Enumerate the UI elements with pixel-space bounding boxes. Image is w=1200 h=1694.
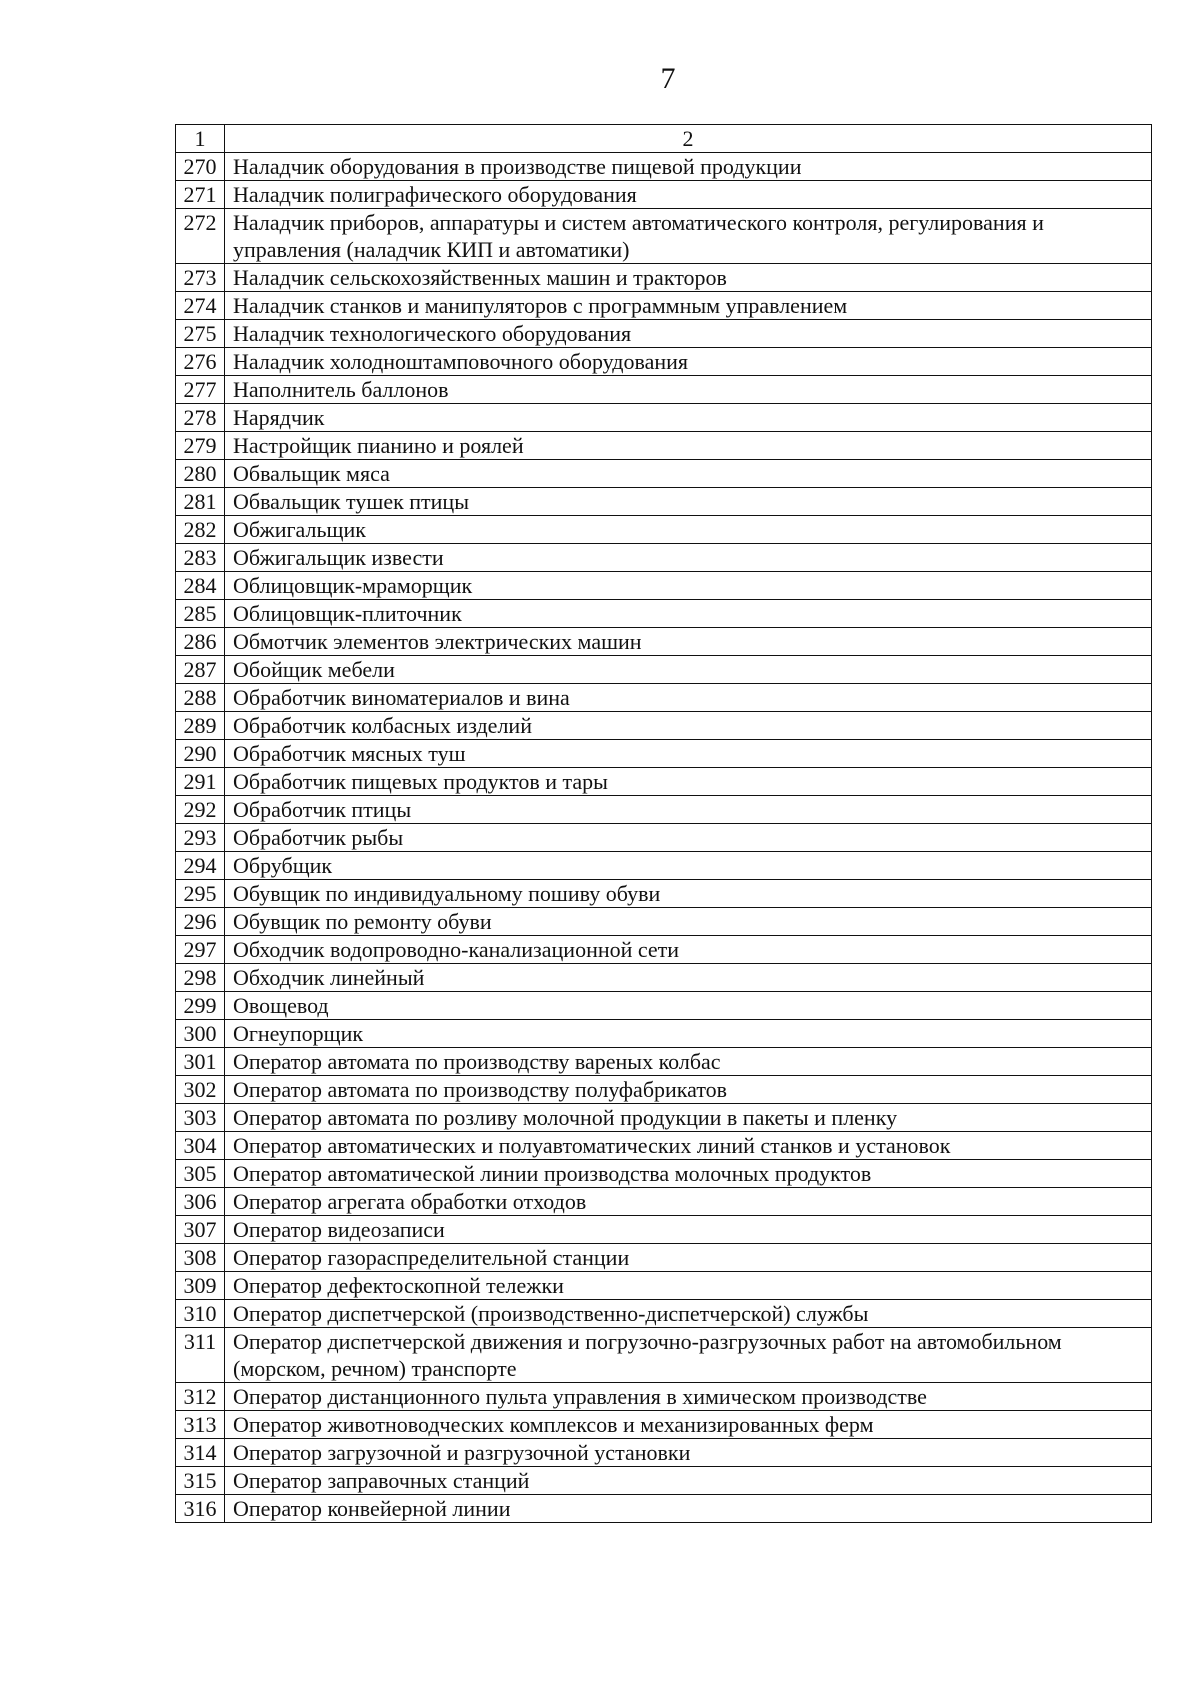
row-number: 293 — [176, 824, 225, 852]
table-row — [176, 460, 1152, 488]
row-number: 295 — [176, 880, 225, 908]
row-number: 277 — [176, 376, 225, 404]
occupation-name: Наполнитель баллонов — [225, 376, 1152, 404]
table-row — [176, 1328, 1152, 1383]
row-number: 280 — [176, 460, 225, 488]
occupation-name: Обжигальщик — [225, 516, 1152, 544]
table-row — [176, 796, 1152, 824]
row-number: 287 — [176, 656, 225, 684]
row-number: 306 — [176, 1188, 225, 1216]
table-row — [176, 1048, 1152, 1076]
row-number: 272 — [176, 209, 225, 264]
table-row — [176, 1216, 1152, 1244]
row-number: 301 — [176, 1048, 225, 1076]
row-number: 315 — [176, 1467, 225, 1495]
table-body — [176, 153, 1152, 1523]
table-row — [176, 572, 1152, 600]
occupation-name: Наладчик полиграфического оборудования — [225, 181, 1152, 209]
row-number: 316 — [176, 1495, 225, 1523]
table-row — [176, 1020, 1152, 1048]
table-row — [176, 1272, 1152, 1300]
table-row — [176, 1188, 1152, 1216]
row-number: 291 — [176, 768, 225, 796]
row-number: 270 — [176, 153, 225, 181]
table-row — [176, 768, 1152, 796]
row-number: 297 — [176, 936, 225, 964]
occupation-name: Наладчик технологического оборудования — [225, 320, 1152, 348]
table-row — [176, 1439, 1152, 1467]
row-number: 305 — [176, 1160, 225, 1188]
row-number: 312 — [176, 1383, 225, 1411]
row-number: 274 — [176, 292, 225, 320]
occupation-name: Обвальщик мяса — [225, 460, 1152, 488]
table-row — [176, 432, 1152, 460]
table-row — [176, 404, 1152, 432]
table-row — [176, 1467, 1152, 1495]
occupation-name: Обвальщик тушек птицы — [225, 488, 1152, 516]
occupation-name: Обувщик по ремонту обуви — [225, 908, 1152, 936]
page-number: 7 — [660, 62, 676, 95]
row-number: 302 — [176, 1076, 225, 1104]
row-number: 311 — [176, 1328, 225, 1383]
table-row — [176, 264, 1152, 292]
table-row — [176, 908, 1152, 936]
occupation-name: Обходчик водопроводно-канализационной сети — [225, 936, 1152, 964]
row-number: 308 — [176, 1244, 225, 1272]
occupation-name: Оператор автоматической линии производства молочных продуктов — [225, 1160, 1152, 1188]
table-row — [176, 824, 1152, 852]
table-row — [176, 1383, 1152, 1411]
row-number: 278 — [176, 404, 225, 432]
occupation-name: Оператор дефектоскопной тележки — [225, 1272, 1152, 1300]
row-number: 294 — [176, 852, 225, 880]
occupation-name: Оператор автомата по производству полуфабрикатов — [225, 1076, 1152, 1104]
occupation-name: Наладчик сельскохозяйственных машин и тракторов — [225, 264, 1152, 292]
row-number: 292 — [176, 796, 225, 824]
table-row — [176, 153, 1152, 181]
table-row — [176, 1076, 1152, 1104]
table-row — [176, 1160, 1152, 1188]
table-row — [176, 852, 1152, 880]
occupation-name: Настройщик пианино и роялей — [225, 432, 1152, 460]
occupation-name: Оператор животноводческих комплексов и механизированных ферм — [225, 1411, 1152, 1439]
row-number: 288 — [176, 684, 225, 712]
occupation-name: Обработчик мясных туш — [225, 740, 1152, 768]
row-number: 289 — [176, 712, 225, 740]
row-number: 303 — [176, 1104, 225, 1132]
table-row — [176, 488, 1152, 516]
row-number: 309 — [176, 1272, 225, 1300]
table-row — [176, 1104, 1152, 1132]
table-row — [176, 992, 1152, 1020]
occupation-name: Оператор автоматических и полуавтоматических линий станков и установок — [225, 1132, 1152, 1160]
occupation-table — [175, 124, 1152, 1523]
occupation-name: Оператор заправочных станций — [225, 1467, 1152, 1495]
occupation-name: Оператор видеозаписи — [225, 1216, 1152, 1244]
occupation-name: Нарядчик — [225, 404, 1152, 432]
table-row — [176, 544, 1152, 572]
table-row — [176, 209, 1152, 264]
occupation-name: Обходчик линейный — [225, 964, 1152, 992]
row-number: 300 — [176, 1020, 225, 1048]
occupation-name: Облицовщик-мраморщик — [225, 572, 1152, 600]
occupation-name: Обработчик рыбы — [225, 824, 1152, 852]
table-row — [176, 712, 1152, 740]
row-number: 304 — [176, 1132, 225, 1160]
column-header-number: 1 — [176, 125, 225, 153]
column-header-name: 2 — [225, 125, 1152, 153]
row-number: 298 — [176, 964, 225, 992]
occupation-name: Оператор конвейерной линии — [225, 1495, 1152, 1523]
table-row — [176, 964, 1152, 992]
table-row — [176, 740, 1152, 768]
table-row — [176, 376, 1152, 404]
table-row — [176, 181, 1152, 209]
occupation-name: Обработчик колбасных изделий — [225, 712, 1152, 740]
row-number: 299 — [176, 992, 225, 1020]
row-number: 273 — [176, 264, 225, 292]
occupation-name: Оператор загрузочной и разгрузочной установки — [225, 1439, 1152, 1467]
occupation-name: Оператор агрегата обработки отходов — [225, 1188, 1152, 1216]
table-row — [176, 1495, 1152, 1523]
row-number: 275 — [176, 320, 225, 348]
table-row — [176, 684, 1152, 712]
row-number: 279 — [176, 432, 225, 460]
occupation-name: Овощевод — [225, 992, 1152, 1020]
row-number: 313 — [176, 1411, 225, 1439]
occupation-name: Оператор газораспределительной станции — [225, 1244, 1152, 1272]
table-row — [176, 1300, 1152, 1328]
row-number: 307 — [176, 1216, 225, 1244]
row-number: 285 — [176, 600, 225, 628]
occupation-name: Обойщик мебели — [225, 656, 1152, 684]
occupation-name: Обмотчик элементов электрических машин — [225, 628, 1152, 656]
table-row — [176, 516, 1152, 544]
table-row — [176, 320, 1152, 348]
table-row — [176, 656, 1152, 684]
occupation-name: Обработчик пищевых продуктов и тары — [225, 768, 1152, 796]
occupation-name: Обрубщик — [225, 852, 1152, 880]
occupation-name: Наладчик станков и манипуляторов с программным управлением — [225, 292, 1152, 320]
table-row — [176, 1244, 1152, 1272]
row-number: 284 — [176, 572, 225, 600]
row-number: 281 — [176, 488, 225, 516]
occupation-name: Наладчик оборудования в производстве пищевой продукции — [225, 153, 1152, 181]
table-row — [176, 600, 1152, 628]
occupation-name: Оператор диспетчерской (производственно-диспетчерской) службы — [225, 1300, 1152, 1328]
occupation-name: Огнеупорщик — [225, 1020, 1152, 1048]
occupation-name: Наладчик холодноштамповочного оборудования — [225, 348, 1152, 376]
row-number: 283 — [176, 544, 225, 572]
table-row — [176, 1411, 1152, 1439]
occupation-name: Оператор автомата по розливу молочной продукции в пакеты и пленку — [225, 1104, 1152, 1132]
table-row — [176, 880, 1152, 908]
row-number: 276 — [176, 348, 225, 376]
table-row — [176, 348, 1152, 376]
table-header-row — [176, 125, 1152, 153]
occupation-name: Обжигальщик извести — [225, 544, 1152, 572]
table-row — [176, 292, 1152, 320]
occupation-name: Оператор дистанционного пульта управления в химическом производстве — [225, 1383, 1152, 1411]
occupation-name: Обувщик по индивидуальному пошиву обуви — [225, 880, 1152, 908]
table-row — [176, 936, 1152, 964]
row-number: 314 — [176, 1439, 225, 1467]
row-number: 286 — [176, 628, 225, 656]
row-number: 296 — [176, 908, 225, 936]
row-number: 310 — [176, 1300, 225, 1328]
occupation-name: Облицовщик-плиточник — [225, 600, 1152, 628]
occupation-name: Наладчик приборов, аппаратуры и систем автоматического контроля, регулирования и управления (наладчик КИП и автоматики) — [225, 209, 1152, 264]
occupation-name: Оператор диспетчерской движения и погрузочно-разгрузочных работ на автомобильном (морском, речном) транспорте — [225, 1328, 1152, 1383]
row-number: 290 — [176, 740, 225, 768]
occupation-name: Обработчик птицы — [225, 796, 1152, 824]
row-number: 282 — [176, 516, 225, 544]
row-number: 271 — [176, 181, 225, 209]
table-row — [176, 628, 1152, 656]
occupation-name: Оператор автомата по производству вареных колбас — [225, 1048, 1152, 1076]
occupation-name: Обработчик виноматериалов и вина — [225, 684, 1152, 712]
table-row — [176, 1132, 1152, 1160]
